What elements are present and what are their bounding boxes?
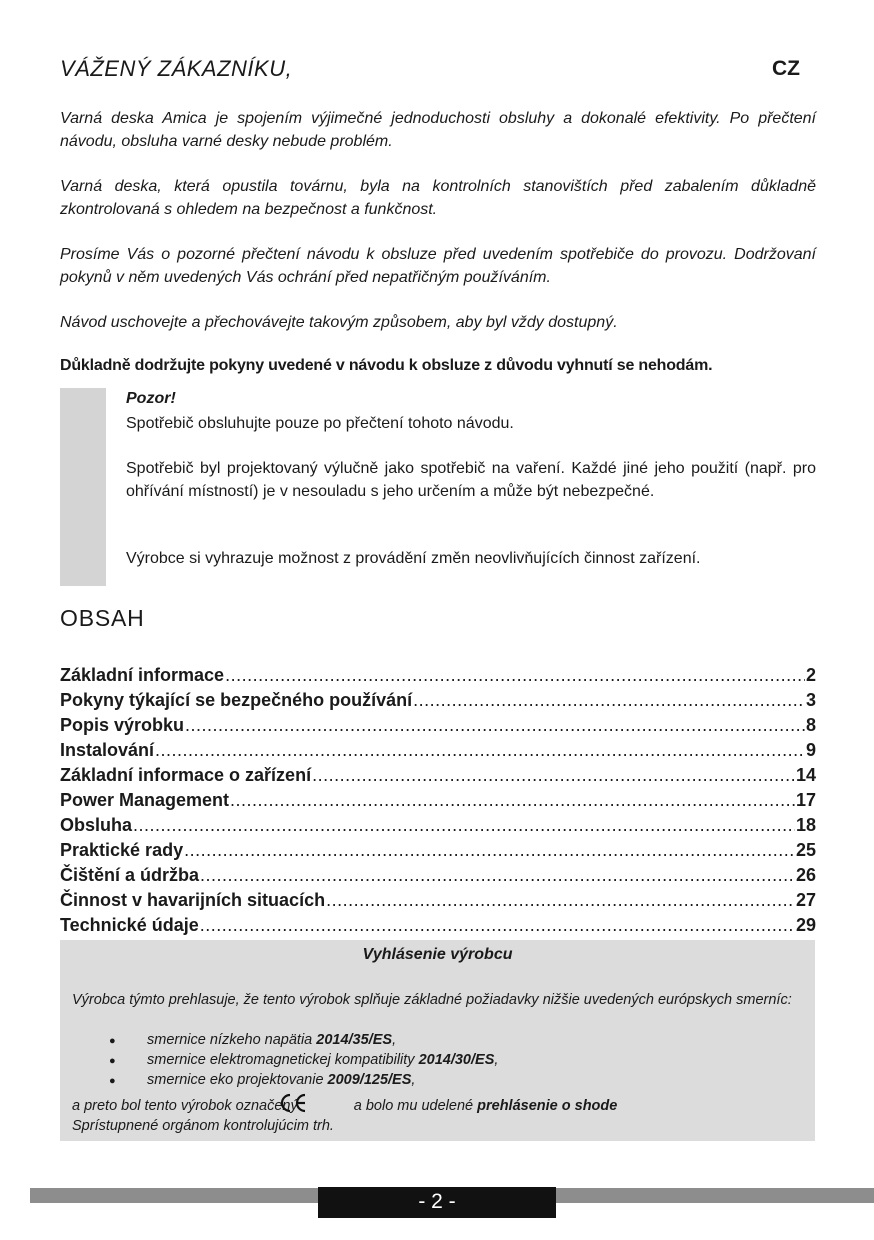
page-heading: VÁŽENÝ ZÁKAZNÍKU,: [60, 56, 293, 81]
declaration-title: Vyhlásenie výrobcu: [362, 946, 513, 963]
toc-item-label: Popis výrobku: [60, 715, 185, 735]
toc-item[interactable]: [60, 690, 816, 715]
warning-title: Pozor!: [126, 390, 176, 407]
declaration-market-line: Sprístupnené orgánom kontrolujúcim trh.: [72, 1118, 334, 1134]
toc-leader: [133, 815, 795, 836]
toc-item-page: 26: [795, 865, 816, 885]
toc-item[interactable]: [60, 740, 816, 765]
declaration-bullet: smernice eko projektovanie 2009/125/ES,: [147, 1072, 416, 1088]
toc-item[interactable]: [60, 665, 816, 690]
bullet-dot-icon: ●: [109, 1035, 116, 1047]
toc-item[interactable]: [60, 915, 816, 940]
toc-item-page: 8: [805, 715, 816, 735]
intro-paragraph-3: Prosíme Vás o pozorné přečtení návodu k obsluze před uvedením spotřebiče do provozu. Dodržovaní pokynů v něm uvedených Vás ochrání před nepatřičným používáním.: [60, 246, 816, 286]
table-of-contents: [60, 665, 816, 940]
toc-leader: [200, 865, 795, 886]
intro-bold-notice: Důkladně dodržujte pokyny uvedené v návodu k obsluze z důvodu vyhnutí se nehodám.: [60, 357, 713, 374]
toc-item-label: Praktické rady: [60, 840, 184, 860]
toc-item-label: Čištění a údržba: [60, 865, 200, 885]
toc-item-label: Základní informace o zařízení: [60, 765, 312, 785]
intro-paragraph-2: Varná deska, která opustila továrnu, byla na kontrolních stanovištích před zabalením důkladně zkontrolovaná s ohledem na bezpečnost a funkčnost.: [60, 178, 816, 218]
declaration-box: [60, 940, 815, 1141]
toc-item-label: Obsluha: [60, 815, 133, 835]
toc-item-label: Instalování: [60, 740, 155, 760]
toc-item-page: 2: [805, 665, 816, 685]
toc-item-page: 3: [805, 690, 816, 710]
toc-item[interactable]: [60, 865, 816, 890]
toc-item[interactable]: [60, 765, 816, 790]
declaration-bullet: smernice nízkeho napätia 2014/35/ES,: [147, 1032, 397, 1048]
declaration-bullet: smernice elektromagnetickej kompatibility 2014/30/ES,: [147, 1052, 499, 1068]
language-code: CZ: [772, 57, 800, 80]
toc-item-page: 17: [795, 790, 816, 810]
toc-leader: [326, 890, 795, 911]
page-number: - 2 -: [318, 1187, 556, 1218]
toc-item[interactable]: [60, 815, 816, 840]
bullet-dot-icon: ●: [109, 1055, 116, 1067]
toc-item[interactable]: [60, 840, 816, 865]
ce-mark-icon: [278, 1092, 310, 1114]
toc-item-page: 18: [795, 815, 816, 835]
toc-item-page: 25: [795, 840, 816, 860]
toc-item-page: 9: [805, 740, 816, 760]
toc-leader: [312, 765, 795, 786]
toc-item[interactable]: [60, 715, 816, 740]
toc-leader: [200, 915, 795, 936]
toc-item-page: 27: [795, 890, 816, 910]
bullet-dot-icon: ●: [109, 1075, 116, 1087]
intro-paragraph-4: Návod uschovejte a přechovávejte takovým způsobem, aby byl vždy dostupný.: [60, 314, 618, 331]
toc-item[interactable]: [60, 790, 816, 815]
toc-item-label: Základní informace: [60, 665, 225, 685]
warning-line-1: Spotřebič obsluhujte pouze po přečtení tohoto návodu.: [126, 415, 514, 432]
toc-title: OBSAH: [60, 605, 145, 631]
warning-bar: [60, 388, 106, 586]
toc-leader: [230, 790, 795, 811]
warning-line-2: Spotřebič byl projektovaný výlučně jako spotřebič na vaření. Každé jiné jeho použití (např. pro ohřívání místností) je v nesouladu s jeho určením a může být nebezpečné.: [126, 460, 816, 500]
toc-item-label: Power Management: [60, 790, 230, 810]
toc-item-page: 29: [795, 915, 816, 935]
toc-leader: [185, 715, 805, 736]
toc-leader: [184, 840, 795, 861]
toc-leader: [155, 740, 805, 761]
toc-item-label: Činnost v havarijních situacích: [60, 890, 326, 910]
toc-item-label: Technické údaje: [60, 915, 199, 935]
toc-leader: [225, 665, 805, 686]
toc-item-label: Pokyny týkající se bezpečného používání: [60, 690, 413, 710]
toc-leader: [413, 690, 805, 711]
declaration-mark-line: a preto bol tento výrobok označený a bolo mu udelené prehlásenie o shode: [72, 1098, 618, 1114]
declaration-intro: Výrobca týmto prehlasuje, že tento výrobok splňuje základné požiadavky nižšie uvedených európskych smerníc:: [72, 992, 792, 1008]
intro-paragraph-1: Varná deska Amica je spojením výjimečné jednoduchosti obsluhy a dokonalé efektivity. Po přečtení návodu, obsluha varné desky nebude problém.: [60, 110, 816, 150]
warning-line-3: Výrobce si vyhrazuje možnost z provádění změn neovlivňujících činnost zařízení.: [126, 550, 701, 567]
toc-item[interactable]: [60, 890, 816, 915]
toc-item-page: 14: [795, 765, 816, 785]
